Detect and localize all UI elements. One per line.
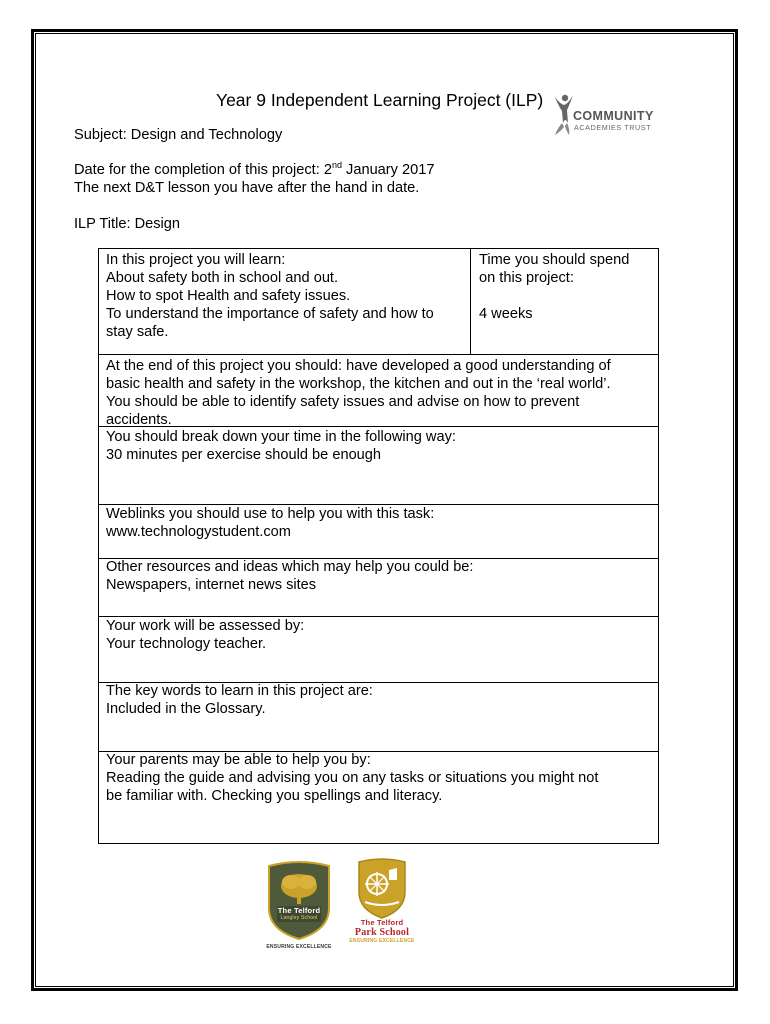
- end-line: At the end of this project you should: have developed a good understanding of: [106, 358, 611, 374]
- subject-line: Subject: Design and Technology: [74, 127, 283, 143]
- assessed-line: Your technology teacher.: [106, 636, 267, 652]
- keywords-line: Included in the Glossary.: [106, 701, 266, 717]
- time-line: Time you should spend: [479, 252, 630, 268]
- parents-line: Your parents may be able to help you by:: [106, 752, 371, 768]
- crest-left-line1: The Telford: [277, 906, 321, 915]
- learn-line: How to spot Health and safety issues.: [106, 288, 351, 304]
- crest-right-line1: The Telford: [360, 918, 404, 927]
- breakdown-line: 30 minutes per exercise should be enough: [106, 447, 382, 463]
- weblinks-cell: [106, 505, 434, 541]
- resources-cell: [106, 558, 473, 594]
- end-line: accidents.: [106, 412, 172, 428]
- time-line-blank: [479, 287, 629, 305]
- shield-icon: [345, 858, 419, 920]
- learn-cell: [106, 251, 434, 341]
- end-of-project-cell: [106, 357, 611, 429]
- next-lesson-line: The next D&T lesson you have after the hand in date.: [74, 180, 420, 196]
- assessment-cell: [106, 617, 304, 653]
- parents-cell: [106, 751, 598, 805]
- learn-line: stay safe.: [106, 324, 169, 340]
- keywords-line: The key words to learn in this project are:: [106, 683, 373, 699]
- resources-line: Other resources and ideas which may help you could be:: [106, 559, 474, 575]
- crest-right-motto: ENSURING EXCELLENCE: [349, 938, 415, 944]
- page-title: Year 9 Independent Learning Project (ILP): [216, 90, 544, 110]
- time-line: on this project:: [479, 270, 574, 286]
- ilp-title: ILP Title: Design: [74, 216, 180, 232]
- parents-line: be familiar with. Checking you spellings and literacy.: [106, 788, 443, 804]
- table-row-divider: [99, 354, 658, 355]
- time-duration: 4 weeks: [479, 306, 533, 322]
- learn-line: In this project you will learn:: [106, 252, 286, 268]
- key-words-cell: [106, 682, 373, 718]
- logo-subtitle: ACADEMIES TRUST: [574, 123, 652, 132]
- learn-line: About safety both in school and out.: [106, 270, 339, 286]
- crest-left-motto: ENSURING EXCELLENCE: [266, 944, 332, 950]
- crest-left-line2: Langley School: [280, 915, 318, 921]
- crest-right-line2: Park School: [354, 927, 410, 938]
- weblink-url[interactable]: www.technologystudent.com: [106, 524, 291, 540]
- parents-line: Reading the guide and advising you on any tasks or situations you might not: [106, 770, 599, 786]
- date-prefix: Date for the completion of this project: 2: [74, 162, 332, 178]
- logo-name: COMMUNITY: [573, 109, 654, 123]
- end-line: basic health and safety in the workshop, the kitchen and out in the ‘real world’.: [106, 376, 611, 392]
- time-cell: [479, 251, 629, 323]
- date-suffix-sup: nd: [331, 160, 342, 170]
- date-rest: January 2017: [341, 162, 435, 178]
- time-breakdown-cell: [106, 428, 456, 464]
- shield-icon: [267, 860, 331, 940]
- end-line: You should be able to identify safety issues and advise on how to prevent: [106, 394, 580, 410]
- telford-langley-school-crest: [267, 860, 331, 956]
- learn-line: To understand the importance of safety and how to: [106, 306, 434, 322]
- completion-date: [74, 161, 434, 179]
- community-academies-trust-logo: [553, 93, 653, 139]
- breakdown-line: You should break down your time in the following way:: [106, 429, 456, 445]
- table-divider: [470, 249, 471, 354]
- assessed-line: Your work will be assessed by:: [106, 618, 305, 634]
- resources-line: Newspapers, internet news sites: [106, 577, 317, 593]
- telford-park-school-crest: [345, 858, 419, 958]
- weblinks-heading: Weblinks you should use to help you with this task:: [106, 506, 435, 522]
- figure-logo-icon: [553, 93, 575, 137]
- project-table: [98, 248, 659, 844]
